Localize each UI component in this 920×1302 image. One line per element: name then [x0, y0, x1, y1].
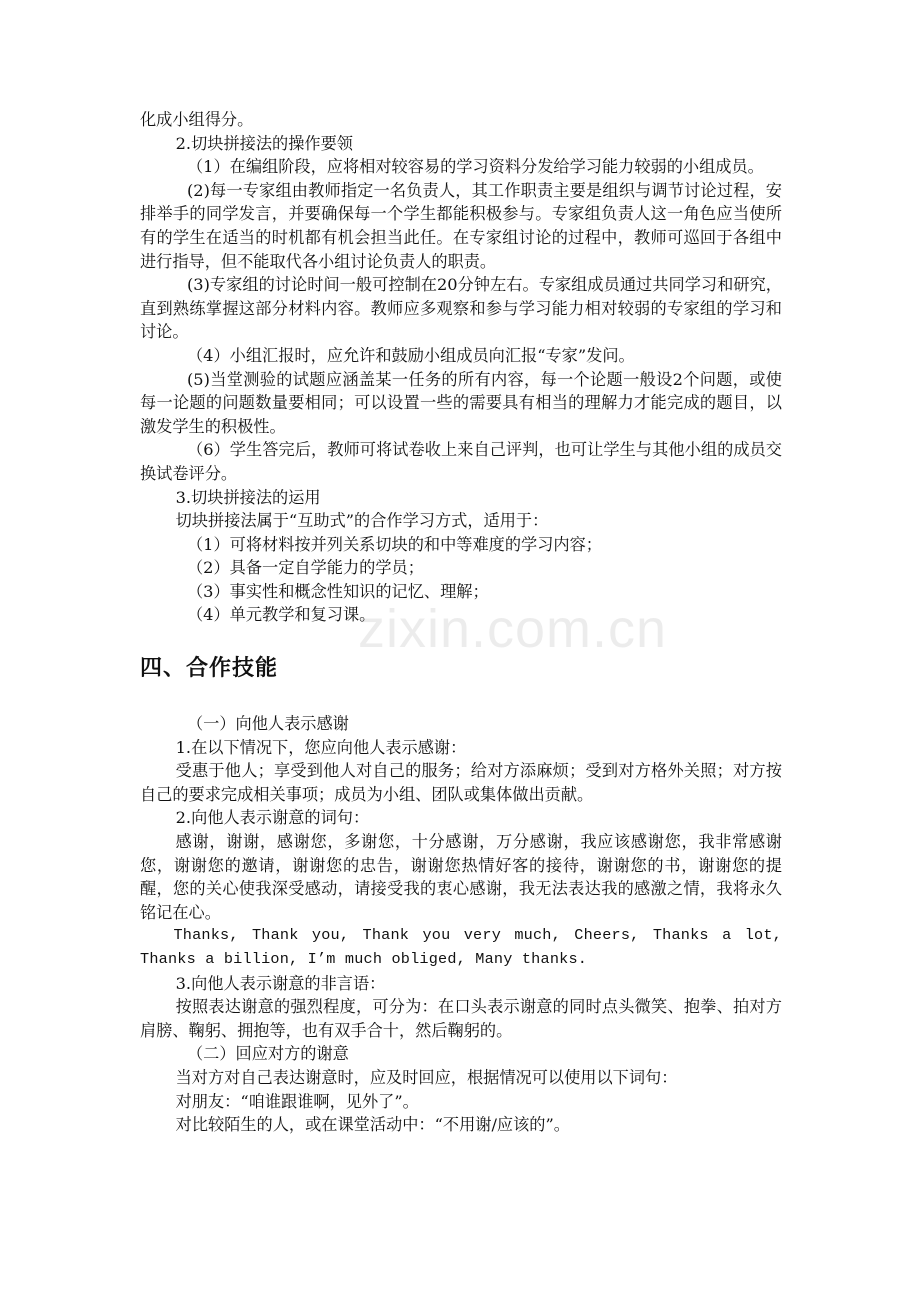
paragraph: 2.向他人表示谢意的词句： [175, 808, 370, 828]
paragraph: 1.在以下情况下，您应向他人表示感谢： [175, 737, 467, 757]
paragraph: 按照表达谢意的强烈程度，可分为：在口头表示谢意的同时点头微笑、抱拳、拍对方肩膀、鞠躬、拥抱等，也有双手合十，然后鞠躬的。 [140, 997, 782, 1040]
paragraph: 3.向他人表示谢意的非言语： [175, 973, 386, 993]
paragraph: （3）事实性和概念性知识的记忆、理解； [186, 581, 489, 601]
paragraph: （一）向他人表示感谢 [186, 714, 349, 734]
paragraph: 2.切块拼接法的操作要领 [175, 133, 353, 153]
paragraph: 对比较陌生的人，或在课堂活动中：“不用谢/应该的”。 [175, 1115, 570, 1135]
paragraph: 3.切块拼接法的运用 [175, 487, 321, 507]
section-heading: 四、合作技能 [140, 656, 279, 682]
paragraph: (2)每一专家组由教师指定一名负责人，其工作职责主要是组织与调节讨论过程，安排举手的同学发言，并要确保每一个学生都能积极参与。专家组负责人这一角色应当使所有的学生在适当的时机都有机会担当此任。在专家组讨论的过程中，教师可巡回于各组中进行指导，但不能取代各小组讨论负责人的职责。 [140, 180, 782, 271]
paragraph: 化成小组得分。 [140, 110, 254, 129]
paragraph: (5)当堂测验的试题应涵盖某一任务的所有内容，每一个论题一般设2个问题，或使每一论题的问题数量要相同；可以设置一些的需要具有相当的理解力才能完成的题目，以激发学生的积极性。 [140, 369, 782, 436]
paragraph: 感谢，谢谢，感谢您，多谢您，十分感谢，万分感谢，我应该感谢您，我非常感谢您，谢谢您的邀请，谢谢您的忠告，谢谢您热情好客的接待，谢谢您的书，谢谢您的提醒，您的关心使我深受感动，请接受我的衷心感谢，我无法表达我的感激之情，我将永久铭记在心。 [140, 832, 782, 922]
watermark: zixin.com.cn [358, 599, 668, 659]
paragraph: （4）单元教学和复习课。 [186, 605, 376, 625]
paragraph: （6）学生答完后，教师可将试卷收上来自己评判，也可让学生与其他小组的成员交换试卷评分。 [140, 440, 782, 483]
paragraph: 当对方对自己表达谢意时，应及时回应，根据情况可以使用以下词句： [175, 1067, 678, 1087]
section-body-1 [140, 108, 782, 627]
paragraph: （4）小组汇报时，应允许和鼓励小组成员向汇报“专家”发问。 [186, 345, 635, 365]
paragraph: （1）可将材料按并列关系切块的和中等难度的学习内容； [186, 534, 602, 554]
paragraph: (3)专家组的讨论时间一般可控制在20分钟左右。专家组成员通过共同学习和研究，直到熟练掌握这部分材料内容。教师应多观察和参与学习能力相对较弱的专家组的学习和讨论。 [140, 275, 782, 342]
paragraph: 切块拼接法属于“互助式”的合作学习方式，适用于： [175, 511, 549, 531]
paragraph: （二）回应对方的谢意 [186, 1044, 349, 1064]
section-body-2 [140, 712, 782, 1137]
paragraph: Thanks, Thank you, Thank you very much, Cheers, Thanks a lot, Thanks a billion, I’m much obliged, Many thanks. [140, 926, 782, 968]
paragraph: （2）具备一定自学能力的学员； [186, 558, 424, 578]
paragraph: （1）在编组阶段，应将相对较容易的学习资料分发给学习能力较弱的小组成员。 [186, 157, 764, 177]
paragraph: 受惠于他人；享受到他人对自己的服务；给对方添麻烦；受到对方格外关照；对方按自己的要求完成相关事项；成员为小组、团队或集体做出贡献。 [140, 761, 782, 804]
paragraph: 对朋友：“咱谁跟谁啊，见外了”。 [175, 1091, 419, 1111]
